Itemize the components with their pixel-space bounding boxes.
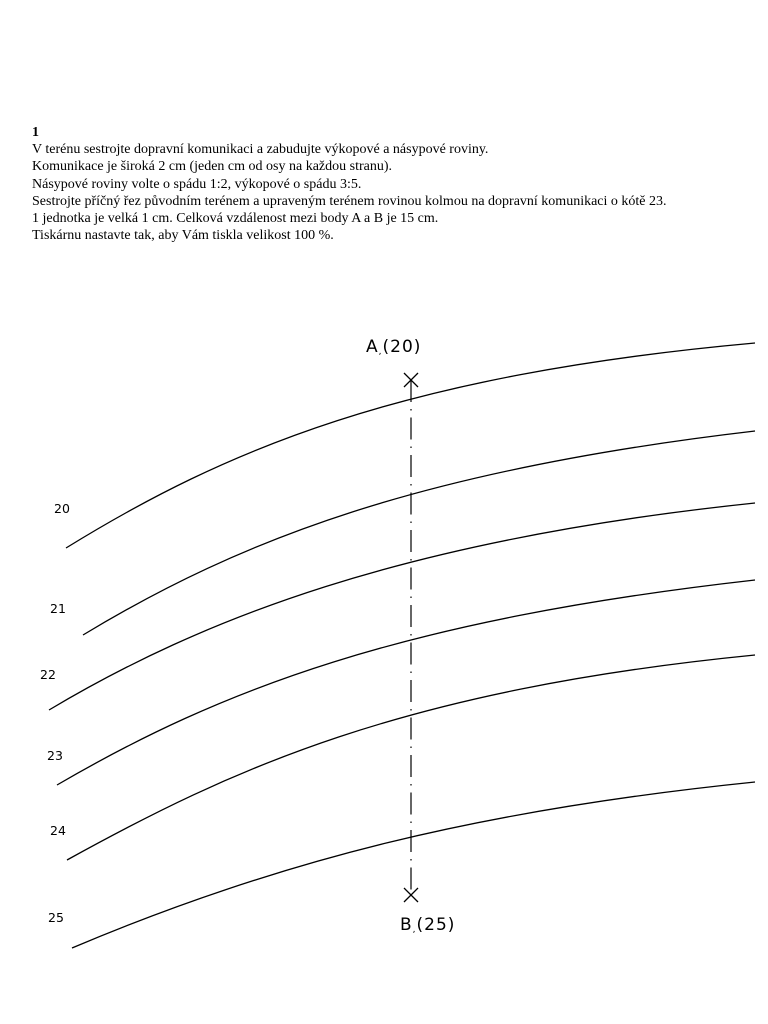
contour-line-22 (49, 503, 755, 710)
task-line-2: Komunikace je široká 2 cm (jeden cm od osy na každou stranu). (32, 159, 393, 175)
contour-line-21 (83, 431, 755, 635)
elevation-label-22: 22 (40, 667, 56, 682)
elevation-label-25: 25 (48, 910, 64, 925)
contour-line-25 (72, 782, 755, 948)
point-b-label: B,(25) (400, 915, 456, 935)
task-line-1: V terénu sestrojte dopravní komunikaci a zabudujte výkopové a násypové roviny. (32, 142, 489, 158)
contour-line-20 (66, 343, 755, 548)
task-line-4: Sestrojte příčný řez původním terénem a upraveným terénem rovinou kolmou na dopravní komunikaci o kótě 23. (32, 193, 667, 209)
task-number: 1 (32, 125, 39, 140)
point-b-marker (404, 888, 418, 902)
task-line-6: Tiskárnu nastavte tak, aby Vám tiskla velikost 100 %. (32, 228, 334, 244)
point-a-label: A,(20) (366, 337, 422, 357)
task-line-3: Násypové roviny volte o spádu 1:2, výkopové o spádu 3:5. (32, 176, 362, 192)
elevation-label-24: 24 (50, 823, 66, 838)
elevation-label-23: 23 (47, 748, 63, 763)
elevation-label-20: 20 (54, 501, 70, 516)
contour-line-23 (57, 580, 755, 785)
task-line-5: 1 jednotka je velká 1 cm. Celková vzdálenost mezi body A a B je 15 cm. (32, 211, 439, 227)
elevation-label-21: 21 (50, 601, 66, 616)
